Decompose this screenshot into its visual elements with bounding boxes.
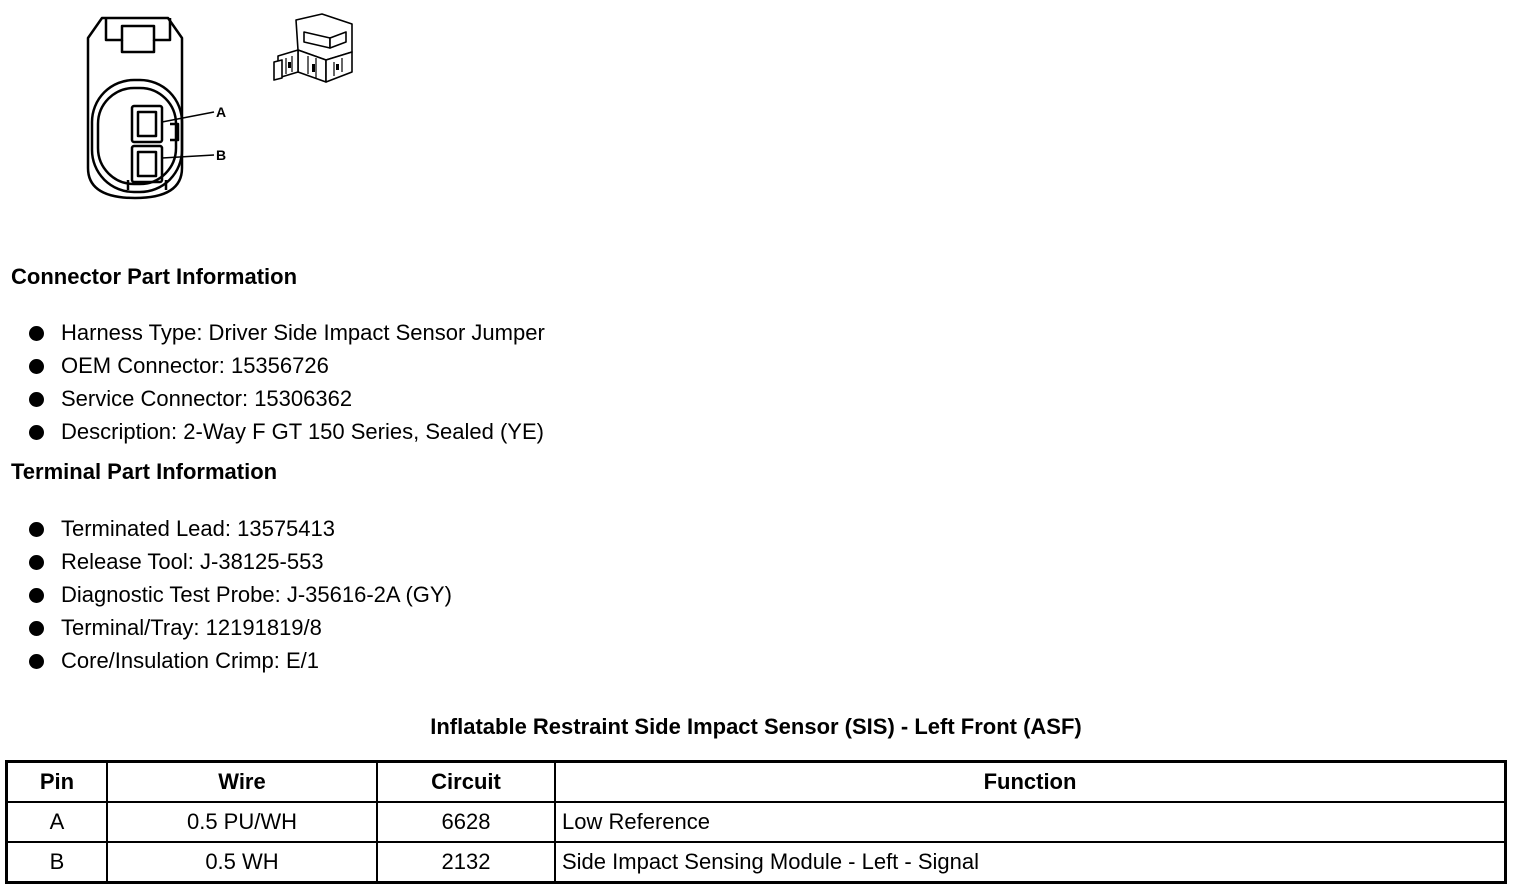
bullet-icon [29,392,44,407]
bullet-icon [29,588,44,603]
oem-connector-text: OEM Connector: 15356726 [61,353,329,378]
bullet-icon [29,654,44,669]
pin-cell: B [7,842,108,883]
list-item [0,382,545,415]
function-column-header: Function [555,762,1506,803]
list-item [0,611,452,644]
connector-part-information-heading: Connector Part Information [11,264,298,289]
list-item [0,545,452,578]
function-cell: Low Reference [555,802,1506,842]
circuit-cell: 6628 [377,802,555,842]
table-row [7,842,1506,883]
table-row [7,802,1506,842]
bullet-icon [29,621,44,636]
terminal-part-information-heading: Terminal Part Information [11,459,278,484]
diagnostic-test-probe-text: Diagnostic Test Probe: J-35616-2A (GY) [61,582,452,607]
connector-face-view-drawing [70,8,240,203]
wire-cell: 0.5 WH [107,842,377,883]
bullet-icon [29,522,44,537]
table-header-row [7,762,1506,803]
circuit-column-header: Circuit [377,762,555,803]
list-item [0,644,452,677]
description-text: Description: 2-Way F GT 150 Series, Sealed (YE) [61,419,544,444]
pin-column-header: Pin [7,762,108,803]
connector-part-information-list [0,316,545,448]
bullet-icon [29,326,44,341]
circuit-cell: 2132 [377,842,555,883]
terminal-part-information-list [0,512,452,677]
terminated-lead-text: Terminated Lead: 13575413 [61,516,335,541]
pin-cell: A [7,802,108,842]
list-item [0,415,545,448]
list-item [0,512,452,545]
list-item [0,349,545,382]
pin-a-label: A [216,104,227,120]
release-tool-text: Release Tool: J-38125-553 [61,549,324,574]
bullet-icon [29,555,44,570]
bullet-icon [29,425,44,440]
pin-table [5,760,1507,884]
function-cell: Side Impact Sensing Module - Left - Signal [555,842,1506,883]
list-item [0,316,545,349]
service-connector-text: Service Connector: 15306362 [61,386,353,411]
list-item [0,578,452,611]
wire-column-header: Wire [107,762,377,803]
connector-isometric-drawing [268,12,360,94]
harness-type-text: Harness Type: Driver Side Impact Sensor Jumper [61,320,545,345]
pin-table-title: Inflatable Restraint Side Impact Sensor (SIS) - Left Front (ASF) [430,714,1082,739]
bullet-icon [29,359,44,374]
pin-b-label: B [216,147,227,163]
terminal-tray-text: Terminal/Tray: 12191819/8 [61,615,322,640]
core-insulation-crimp-text: Core/Insulation Crimp: E/1 [61,648,319,673]
wire-cell: 0.5 PU/WH [107,802,377,842]
